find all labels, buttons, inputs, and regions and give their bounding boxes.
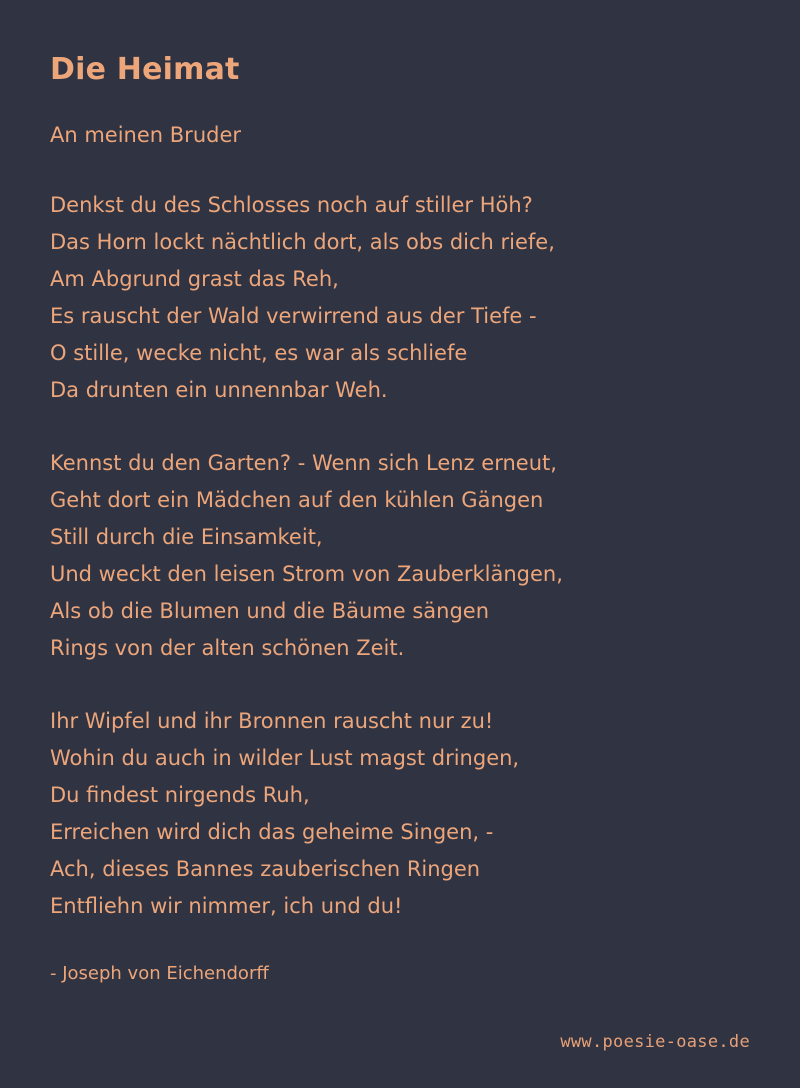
poem-line: Kennst du den Garten? - Wenn sich Lenz erneut, (50, 451, 557, 476)
poem-stanza (50, 445, 750, 667)
poem-line: O stille, wecke nicht, es war als schliefe (50, 341, 468, 366)
poem-line: Und weckt den leisen Strom von Zauberklängen, (50, 562, 563, 587)
poem-line: Da drunten ein unnennbar Weh. (50, 378, 388, 403)
poem-author: - Joseph von Eichendorff (50, 963, 269, 985)
poem-stanza (50, 187, 750, 409)
poem-line: Es rauscht der Wald verwirrend aus der Tiefe - (50, 304, 537, 329)
poem-line: Rings von der alten schönen Zeit. (50, 636, 405, 661)
poem-line: Als ob die Blumen und die Bäume sängen (50, 599, 490, 624)
poem-line: Du findest nirgends Ruh, (50, 783, 310, 808)
poem-line: Am Abgrund grast das Reh, (50, 267, 339, 292)
site-url: www.poesie-oase.de (560, 1032, 750, 1052)
poem-dedication: An meinen Bruder (50, 123, 242, 147)
poem-stanza (50, 703, 750, 925)
poem-line: Denkst du des Schlosses noch auf stiller Höh? (50, 193, 533, 218)
poem-line: Ach, dieses Bannes zauberischen Ringen (50, 857, 481, 882)
poem-line: Ihr Wipfel und ihr Bronnen rauscht nur zu! (50, 709, 494, 734)
poem-line: Entfliehn wir nimmer, ich und du! (50, 894, 403, 919)
poem-line: Wohin du auch in wilder Lust magst dringen, (50, 746, 520, 771)
poem-line: Geht dort ein Mädchen auf den kühlen Gängen (50, 488, 544, 513)
page-title: Die Heimat (50, 52, 240, 87)
poem-line: Erreichen wird dich das geheime Singen, - (50, 820, 494, 845)
poem-line: Das Horn lockt nächtlich dort, als obs dich riefe, (50, 230, 555, 255)
poem-line: Still durch die Einsamkeit, (50, 525, 323, 550)
